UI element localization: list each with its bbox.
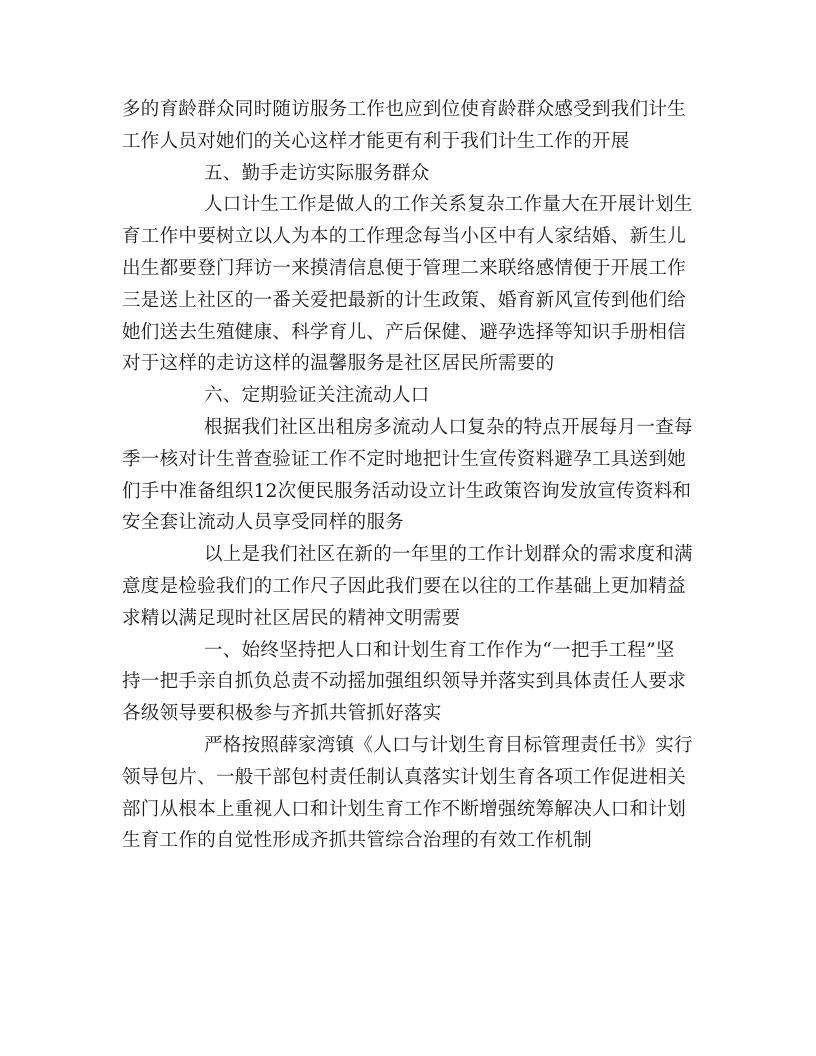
paragraph-start: 一、始终坚持把人口和计划生育工作作为“一把手工程”坚 xyxy=(204,639,675,661)
text-line: 对于这样的走访这样的温馨服务是社区居民所需要的 xyxy=(122,353,555,375)
section-heading: 六、定期验证关注流动人口 xyxy=(204,385,430,407)
text-line: 季一核对计生普查验证工作不定时地把计生宣传资料避孕工具送到她 xyxy=(122,448,687,470)
document-body xyxy=(122,94,694,857)
text-line: 出生都要登门拜访一来摸清信息便于管理二来联络感情便于开展工作 xyxy=(122,257,687,279)
text-line: 三是送上社区的一番关爱把最新的计生政策、婚育新风宣传到他们给 xyxy=(122,289,687,311)
text-line: 意度是检验我们的工作尺子因此我们要在以往的工作基础上更加精益 xyxy=(122,575,687,597)
text-line: 部门从根本上重视人口和计划生育工作不断增强统筹解决人口和计划 xyxy=(122,798,687,820)
text-line: 各级领导要积极参与齐抓共管抓好落实 xyxy=(122,703,442,725)
text-line: 工作人员对她们的关心这样才能更有利于我们计生工作的开展 xyxy=(122,130,630,152)
text-line: 多的育龄群众同时随访服务工作也应到位使育龄群众感受到我们计生 xyxy=(122,99,687,120)
text-line: 她们送去生殖健康、科学育儿、产后保健、避孕选择等知识手册相信 xyxy=(122,321,687,343)
text-line: 求精以满足现时社区居民的精神文明需要 xyxy=(122,607,461,629)
paragraph-start: 以上是我们社区在新的一年里的工作计划群众的需求度和满 xyxy=(204,544,693,566)
paragraph-start: 严格按照薛家湾镇《人口与计划生育目标管理责任书》实行 xyxy=(204,734,693,756)
section-heading: 五、勤手走访实际服务群众 xyxy=(204,162,430,184)
text-line: 安全套让流动人员享受同样的服务 xyxy=(122,512,405,534)
text-line: 育工作中要树立以人为本的工作理念每当小区中有人家结婚、新生儿 xyxy=(122,226,687,248)
paragraph-start: 根据我们社区出租房多流动人口复杂的特点开展每月一查每 xyxy=(204,416,693,438)
text-line: 生育工作的自觉性形成齐抓共管综合治理的有效工作机制 xyxy=(122,830,593,852)
paragraph-start: 人口计生工作是做人的工作关系复杂工作量大在开展计划生 xyxy=(204,194,693,216)
text-line: 持一把手亲自抓负总责不动摇加强组织领导并落实到具体责任人要求 xyxy=(122,671,687,693)
text-line: 领导包片、一般干部包村责任制认真落实计划生育各项工作促进相关 xyxy=(122,766,687,788)
text-line: 们手中准备组织12次便民服务活动设立计生政策咨询发放宣传资料和 xyxy=(122,480,692,502)
